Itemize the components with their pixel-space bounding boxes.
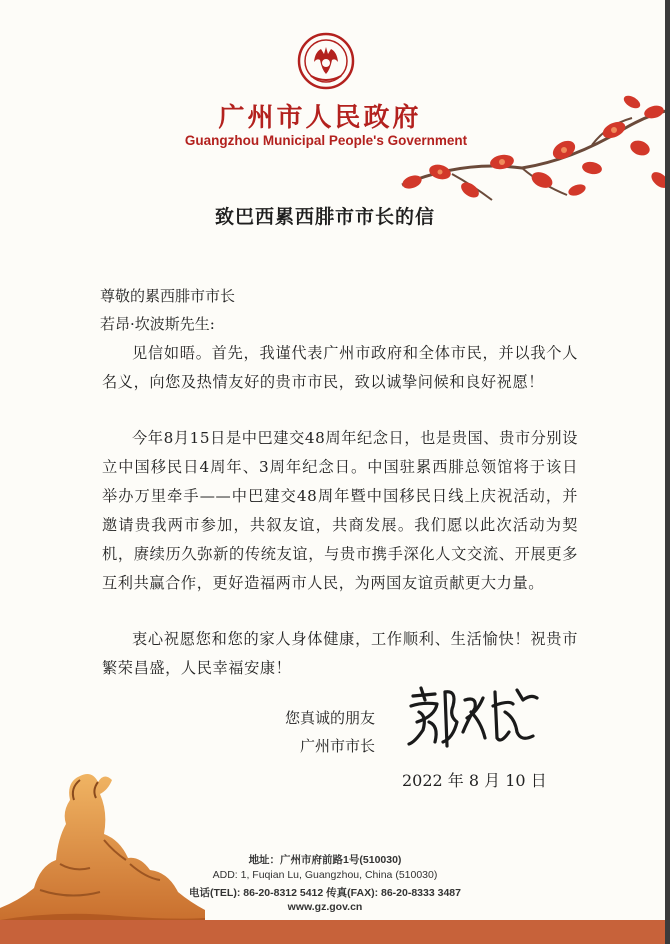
five-rams-statue-illustration bbox=[0, 760, 205, 932]
mayor-signature bbox=[405, 682, 540, 752]
footer-address-en: ADD: 1, Fuqian Lu, Guangzhou, China (510030) bbox=[212, 869, 438, 881]
letter-title: 致巴西累西腓市市长的信 bbox=[214, 206, 435, 228]
salutation-name: 若昂·坎波斯先生: bbox=[100, 315, 215, 333]
paragraph-main: 今年8月15日是中巴建交48周年纪念日，也是贵国、贵市分别设立中国移民日4周年、3周年纪念日。中国驻累西腓总领馆将于该日举办万里牵手——中巴建交48周年暨中国移民日线上庆祝活动，并邀请贵我两市参加，共叙友谊，共商发展。我们愿以此次活动为契机，赓续历久弥新的传统友谊，与贵市携手深化人文交流、开展更多互利共赢合作，更好造福两市人民，为两国友谊贡献更大力量。 bbox=[102, 429, 579, 592]
org-name-en: Guangzhou Municipal People's Government bbox=[184, 133, 468, 148]
org-name: 广州市人民政府 bbox=[218, 103, 422, 133]
paragraph-greeting: 见信如晤。首先，我谨代表广州市政府和全体市民，并以我个人名义，向您及热情友好的贵市市民，致以诚挚问候和良好祝愿！ bbox=[102, 344, 578, 391]
guangzhou-city-emblem-icon bbox=[297, 32, 355, 90]
salutation-recipient: 尊敬的累西腓市市长 bbox=[100, 287, 236, 305]
footer-address-cn: 地址：广州市府前路1号(510030) bbox=[248, 854, 402, 866]
footer-phone-fax: 电话(TEL): 86-20-8312 5412 传真(FAX): 86-20-8333 3487 bbox=[189, 887, 461, 899]
scan-edge bbox=[665, 0, 670, 944]
letter-date: 2022 年 8 月 10 日 bbox=[402, 771, 547, 790]
paragraph-wishes: 衷心祝愿您和您的家人身体健康，工作顺利、生活愉快！祝贵市繁荣昌盛，人民幸福安康！ bbox=[102, 630, 578, 677]
closing-title: 广州市市长 bbox=[300, 737, 376, 755]
footer-website[interactable]: www.gz.gov.cn bbox=[287, 901, 363, 913]
kapok-blossom-decoration bbox=[392, 90, 670, 210]
bottom-color-bar bbox=[0, 920, 665, 944]
closing-friend: 您真诚的朋友 bbox=[285, 709, 376, 727]
